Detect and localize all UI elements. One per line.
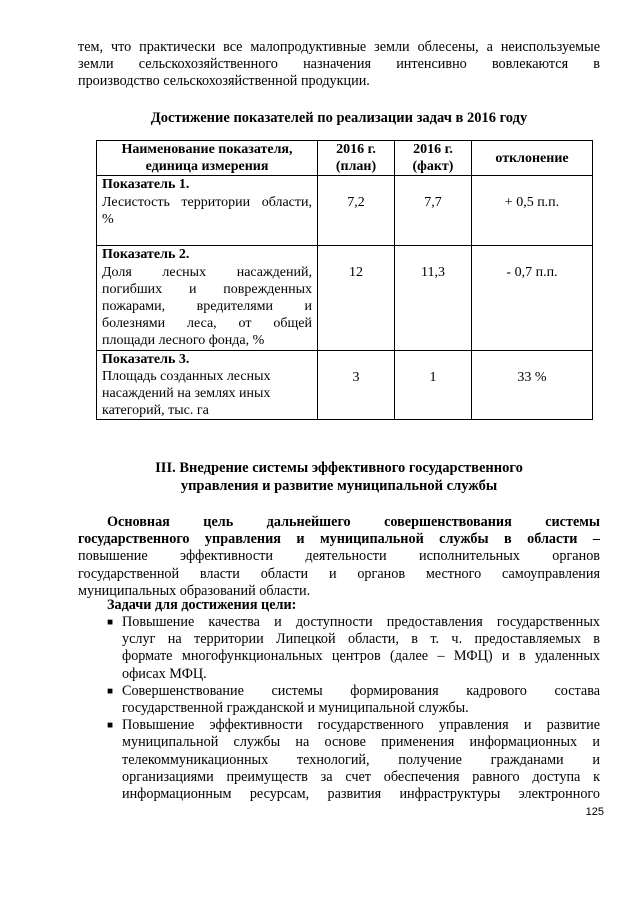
- indicator-desc-line: Лесистость территории области,: [102, 194, 312, 210]
- task-line: офисах МФЦ.: [122, 665, 207, 682]
- goal-line: государственной власти области и органов местного самоуправления: [78, 565, 600, 582]
- plan-cell: 12: [318, 246, 395, 350]
- plan-cell: 3: [318, 350, 395, 420]
- table-row: [97, 350, 593, 420]
- bullet-icon: ■: [107, 685, 114, 697]
- fact-cell: 1: [395, 350, 472, 420]
- header-fact: 2016 г. (факт): [395, 141, 472, 176]
- indicator-cell: [97, 176, 318, 246]
- plan-cell: 7,2: [318, 176, 395, 246]
- header-indicator: Наименование показателя, единица измерения: [97, 141, 318, 176]
- goal-line: муниципальных образований области.: [78, 582, 311, 599]
- table-title: Достижение показателей по реализации задач в 2016 году: [150, 110, 528, 126]
- section-title: [78, 459, 600, 495]
- intro-line: производство сельскохозяйственной продукции.: [78, 73, 370, 90]
- table-row: [97, 246, 593, 350]
- indicator-desc-line: болезнями леса, от общей: [102, 316, 312, 332]
- task-line: Повышение эффективности государственного управления и развитие: [122, 717, 600, 734]
- indicator-desc-line: %: [102, 211, 114, 227]
- task-line: информационным ресурсам, развития инфраструктуры электронного: [122, 786, 600, 803]
- tasks-heading: Задачи для достижения цели:: [107, 597, 297, 613]
- goal-bold-line: государственного управления и муниципальной службы в области –: [78, 531, 600, 548]
- indicator-desc-line: насаждений на землях иных: [102, 386, 271, 402]
- deviation-cell: + 0,5 п.п.: [472, 176, 593, 246]
- indicator-cell: [97, 246, 318, 350]
- header-deviation: отклонение: [472, 141, 593, 176]
- indicator-desc-line: Площадь созданных лесных: [102, 368, 271, 384]
- deviation-cell: 33 %: [472, 350, 593, 420]
- intro-paragraph: [78, 39, 600, 91]
- goal-paragraph: [78, 514, 600, 600]
- indicator-desc-line: пожарами, вредителями и: [102, 299, 312, 315]
- indicator-title: Показатель 3.: [102, 351, 190, 367]
- indicator-cell: [97, 350, 318, 420]
- table-header-row: [97, 141, 593, 176]
- task-line: Повышение качества и доступности предоставления государственных: [122, 614, 600, 630]
- indicator-desc-line: Доля лесных насаждений,: [102, 264, 312, 280]
- deviation-cell: - 0,7 п.п.: [472, 246, 593, 350]
- task-line: телекоммуникационных технологий, получение гражданами и: [122, 751, 600, 768]
- indicator-title: Показатель 1.: [102, 177, 190, 193]
- fact-cell: 11,3: [395, 246, 472, 350]
- indicator-desc-line: погибших и поврежденных: [102, 281, 312, 297]
- goal-line: повышение эффективности деятельности исполнительных органов: [78, 548, 600, 565]
- page-number: 125: [585, 806, 604, 818]
- list-item: [107, 614, 600, 683]
- indicators-table: [96, 140, 593, 420]
- section-title-line: управления и развитие муниципальной службы: [180, 478, 498, 494]
- task-line: государственной гражданской и муниципальной службы.: [122, 700, 469, 717]
- bullet-icon: ■: [107, 720, 114, 732]
- task-line: организациями преимуществ за счет обеспечения равного доступа к: [122, 768, 600, 785]
- list-item: [107, 683, 600, 717]
- intro-line: земли сельскохозяйственного назначения интенсивно вовлекаются в: [78, 56, 600, 73]
- intro-line: тем, что практически все малопродуктивные земли облесены, а неиспользуемые: [78, 39, 600, 55]
- table-row: [97, 176, 593, 246]
- list-item: [107, 717, 600, 803]
- tasks-list: [107, 614, 600, 803]
- section-title-line: III. Внедрение системы эффективного государственного: [155, 460, 523, 476]
- task-line: формате многофункциональных центров (далее – МФЦ) и в удаленных: [122, 648, 600, 665]
- task-line: услуг на территории Липецкой области, в т. ч. предоставляемых в: [122, 631, 600, 648]
- indicator-desc-line: площади лесного фонда, %: [102, 333, 265, 349]
- task-line: Совершенствование системы формирования кадрового состава: [122, 682, 600, 699]
- bullet-icon: ■: [107, 617, 114, 628]
- task-line: муниципальной службы на основе применения информационных и: [122, 734, 600, 751]
- goal-bold-line: Основная цель дальнейшего совершенствования системы: [107, 514, 600, 530]
- indicator-desc-line: категорий, тыс. га: [102, 403, 209, 419]
- fact-cell: 7,7: [395, 176, 472, 246]
- indicator-title: Показатель 2.: [102, 247, 190, 263]
- header-plan: 2016 г. (план): [318, 141, 395, 176]
